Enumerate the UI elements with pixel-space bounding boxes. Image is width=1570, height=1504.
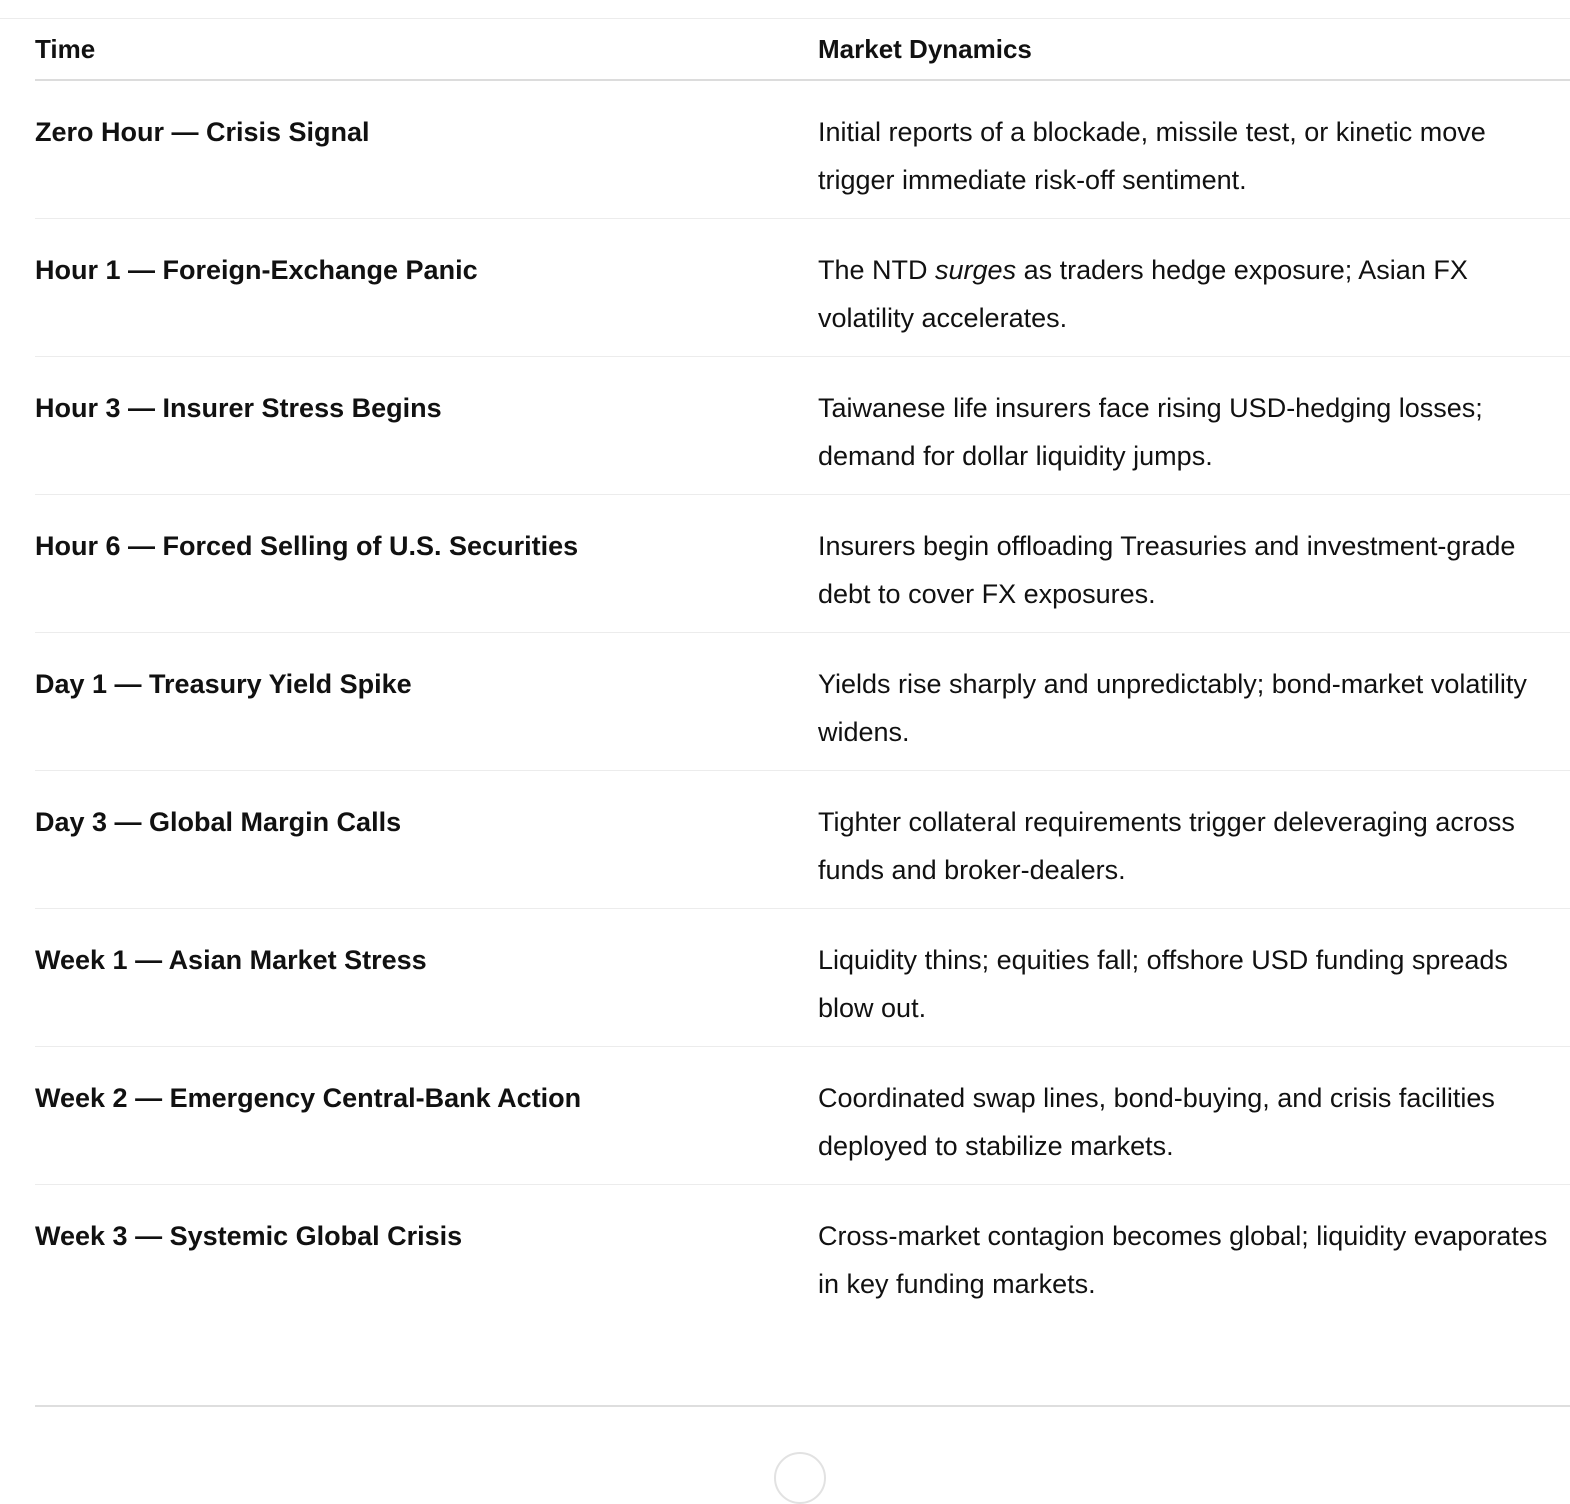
table-row — [35, 357, 1570, 495]
time-cell: Week 3 — Systemic Global Crisis — [35, 1221, 463, 1251]
text-span: Taiwanese life insurers face rising USD-hedging losses; demand for dollar liquidity jumps. — [818, 393, 1483, 471]
emphasis-text: surges — [935, 255, 1017, 285]
time-cell: Day 1 — Treasury Yield Spike — [35, 669, 412, 699]
table-row — [35, 909, 1570, 1047]
text-span: Cross-market contagion becomes global; liquidity evaporates in key funding markets. — [818, 1221, 1548, 1299]
time-cell: Zero Hour — Crisis Signal — [35, 117, 370, 147]
market-dynamics-cell — [818, 522, 1570, 632]
market-dynamics-cell — [818, 1074, 1570, 1184]
table-row — [35, 81, 1570, 219]
time-cell: Hour 3 — Insurer Stress Begins — [35, 393, 442, 423]
time-cell: Day 3 — Global Margin Calls — [35, 807, 402, 837]
time-cell: Hour 6 — Forced Selling of U.S. Securities — [35, 531, 579, 561]
timeline-table — [35, 19, 1570, 1323]
table-row — [35, 1185, 1570, 1323]
table-body — [35, 81, 1570, 1323]
text-span: Yields rise sharply and unpredictably; bond-market volatility widens. — [818, 669, 1527, 747]
text-span: Insurers begin offloading Treasuries and investment-grade debt to cover FX exposures. — [818, 531, 1516, 609]
market-dynamics-cell — [818, 384, 1570, 494]
text-span: as traders hedge exposure; Asian FX volatility accelerates. — [818, 255, 1468, 333]
market-dynamics-cell — [818, 936, 1570, 1046]
text-span: Initial reports of a blockade, missile test, or kinetic move trigger immediate risk-off sentiment. — [818, 117, 1486, 195]
time-cell: Week 1 — Asian Market Stress — [35, 945, 427, 975]
text-span: Coordinated swap lines, bond-buying, and crisis facilities deployed to stabilize markets. — [818, 1083, 1495, 1161]
text-span: The NTD — [818, 255, 936, 285]
table-header — [35, 19, 1570, 81]
market-dynamics-cell — [818, 1212, 1570, 1323]
bottom-divider — [35, 1405, 1570, 1407]
time-cell: Week 2 — Emergency Central-Bank Action — [35, 1083, 582, 1113]
time-cell: Hour 1 — Foreign-Exchange Panic — [35, 255, 478, 285]
market-dynamics-cell — [818, 108, 1570, 218]
table-row — [35, 633, 1570, 771]
table-row — [35, 219, 1570, 357]
text-span: Liquidity thins; equities fall; offshore USD funding spreads blow out. — [818, 945, 1508, 1023]
market-dynamics-cell — [818, 798, 1570, 908]
table-row — [35, 495, 1570, 633]
scroll-down-icon[interactable] — [774, 1452, 826, 1504]
table-row — [35, 1047, 1570, 1185]
table-row — [35, 771, 1570, 909]
market-dynamics-cell — [818, 246, 1570, 356]
text-span: Tighter collateral requirements trigger deleveraging across funds and broker-dealers. — [818, 807, 1515, 885]
header-market-dynamics: Market Dynamics — [818, 34, 1032, 64]
market-dynamics-cell — [818, 660, 1570, 770]
header-time: Time — [35, 34, 96, 64]
